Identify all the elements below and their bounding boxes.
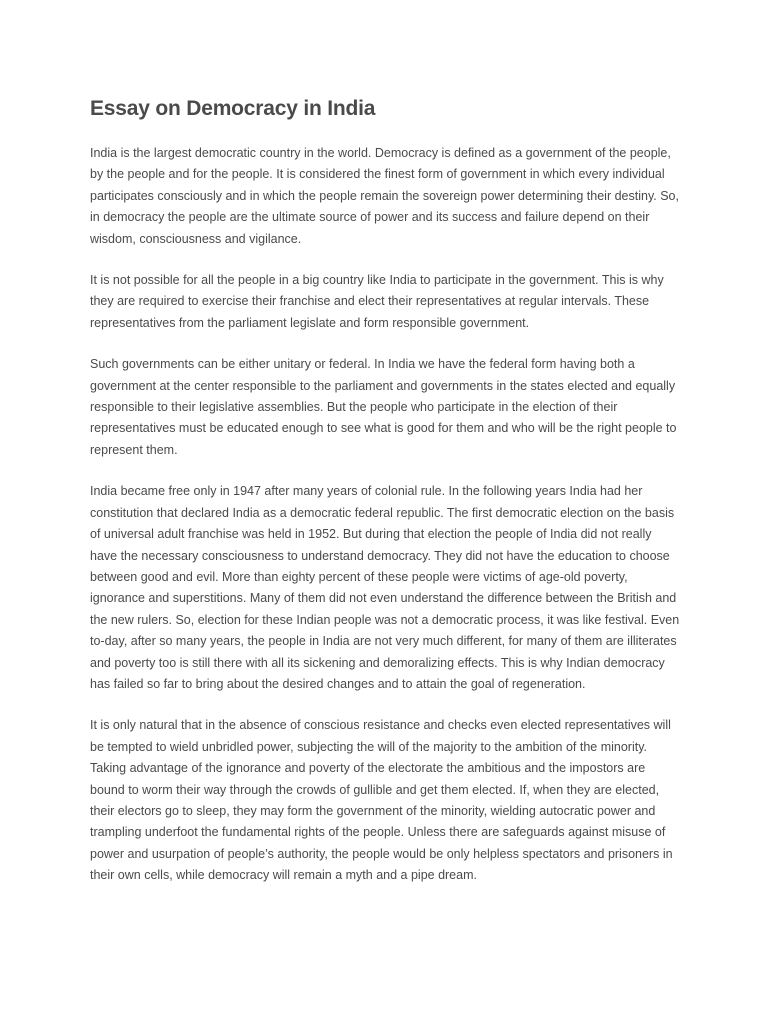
essay-article <box>90 95 680 907</box>
essay-paragraph-2: It is not possible for all the people in a big country like India to participate in the government. This is why they are required to exercise their franchise and elect their representatives at regular intervals. These representatives from the parliament legislate and form responsible government. <box>90 273 664 330</box>
essay-paragraph-4: India became free only in 1947 after many years of colonial rule. In the following years India had her constitution that declared India as a democratic federal republic. The first democratic election on the basis of universal adult franchise was held in 1952. But during that election the people of India did not really have the necessary consciousness to understand democracy. They did not have the education to choose between good and evil. More than eighty percent of these people were victims of age-old poverty, ignorance and superstitions. Many of them did not even understand the difference between the British and the new rulers. So, election for these Indian people was not a democratic process, it was like festival. Even to-day, after so many years, the people in India are not very much different, for many of them are illiterates and poverty too is still there with all its sickening and demoralizing effects. This is why Indian democracy has failed so far to bring about the desired changes and to attain the goal of regeneration. <box>90 484 680 691</box>
essay-paragraph-1: India is the largest democratic country in the world. Democracy is defined as a government of the people, by the people and for the people. It is considered the finest form of government in which every individual participates consciously and in which the people remain the sovereign power determining their destiny. So, in democracy the people are the ultimate source of power and its success and failure depend on their wisdom, consciousness and vigilance. <box>90 146 679 246</box>
essay-title: Essay on Democracy in India <box>90 97 376 120</box>
essay-paragraph-5: It is only natural that in the absence of conscious resistance and checks even elected representatives will be tempted to wield unbridled power, subjecting the will of the majority to the ambition of the minority. Taking advantage of the ignorance and poverty of the electorate the ambitious and the impostors are bound to worm their way through the crowds of gullible and get them elected. If, when they are elected, their electors go to sleep, they may form the government of the minority, wielding autocratic power and trampling underfoot the fundamental rights of the people. Unless there are safeguards against misuse of power and usurpation of people’s authority, the people would be only helpless spectators and prisoners in their own cells, while democracy will remain a myth and a pipe dream. <box>90 718 673 883</box>
essay-paragraph-3: Such governments can be either unitary or federal. In India we have the federal form having both a government at the center responsible to the parliament and governments in the states elected and equally responsible to their legislative assemblies. But the people who participate in the election of their representatives must be educated enough to see what is good for them and who will be the right people to represent them. <box>90 357 677 457</box>
